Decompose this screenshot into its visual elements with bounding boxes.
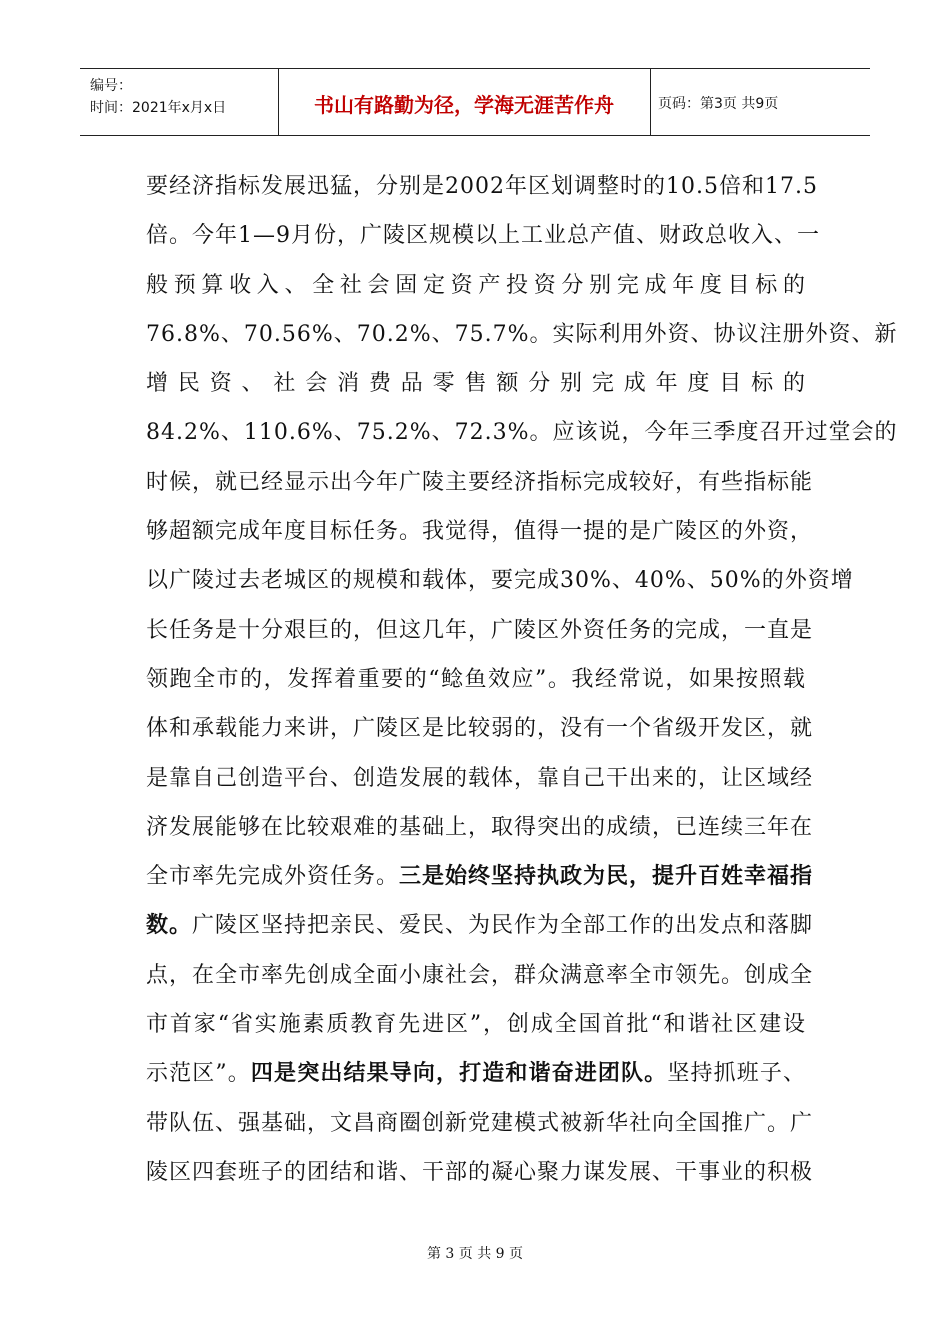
bold-heading-four: 四是突出结果导向，打造和谐奋进团队。 [250, 1060, 668, 1087]
text-line: 是靠自己创造平台、创造发展的载体，靠自己干出来的，让区域经 [146, 765, 814, 791]
text-line: 陵区四套班子的团结和谐、干部的凝心聚力谋发展、干事业的积极 [146, 1159, 814, 1185]
text-line: 要经济指标发展迅猛，分别是2002年区划调整时的10.5倍和17.5 [146, 174, 818, 199]
header-page-info: 页码：第3页 共9页 [658, 96, 779, 112]
text-line: 点，在全市率先创成全面小康社会，群众满意率全市领先。创成全 [146, 962, 814, 988]
text-line: 够超额完成年度目标任务。我觉得，值得一提的是广陵区的外资， [146, 519, 814, 545]
bold-heading-three-end: 数。 [146, 912, 193, 939]
text-line: 倍。今年1—9月份，广陵区规模以上工业总产值、财政总收入、一 [146, 223, 820, 249]
text-line: 84.2%、110.6%、75.2%、72.3%。应该说，今年三季度召开过堂会的 [146, 420, 898, 446]
text-line: 示范区”。四是突出结果导向，打造和谐奋进团队。坚持抓班子、 [146, 1060, 806, 1087]
text-line: 时候，就已经显示出今年广陵主要经济指标完成较好，有些指标能 [146, 469, 814, 495]
bold-heading-three: 三是始终坚持执政为民，提升百姓幸福指 [399, 863, 814, 890]
header-meta-cell [80, 69, 279, 135]
header-motto: 书山有路勤为径，学海无涯苦作舟 [314, 93, 614, 117]
header-page-cell [650, 69, 870, 135]
page-footer: 第 3 页 共 9 页 [426, 1246, 524, 1262]
text-line: 带队伍、强基础，文昌商圈创新党建模式被新华社向全国推广。广 [146, 1110, 814, 1136]
text-line: 增民资、社会消费品零售额分别完成年度目标的 [146, 371, 806, 397]
body-text [146, 162, 898, 1197]
header-motto-cell [278, 69, 651, 135]
text-line: 般预算收入、全社会固定资产投资分别完成年度目标的 [146, 272, 806, 298]
text-line: 领跑全市的，发挥着重要的“鲶鱼效应”。我经常说，如果按照载 [146, 666, 806, 692]
text-line: 市首家“省实施素质教育先进区”，创成全国首批“和谐社区建设 [146, 1012, 806, 1038]
text-line: 全市率先完成外资任务。三是始终坚持执政为民，提升百姓幸福指 [146, 863, 814, 890]
text-line: 76.8%、70.56%、70.2%、75.7%。实际利用外资、协议注册外资、新 [146, 321, 898, 347]
page-header [80, 68, 870, 136]
text-line: 以广陵过去老城区的规模和载体，要完成30%、40%、50%的外资增 [146, 568, 854, 594]
text-line: 长任务是十分艰巨的，但这几年，广陵区外资任务的完成，一直是 [146, 617, 814, 643]
text-line: 济发展能够在比较艰难的基础上，取得突出的成绩，已连续三年在 [146, 814, 814, 840]
document-date-label: 时间：2021年x月x日 [90, 100, 227, 116]
text-line: 数。广陵区坚持把亲民、爱民、为民作为全部工作的出发点和落脚 [146, 912, 814, 939]
document-number-label: 编号： [90, 78, 132, 94]
text-line: 体和承载能力来讲，广陵区是比较弱的，没有一个省级开发区，就 [146, 716, 814, 742]
